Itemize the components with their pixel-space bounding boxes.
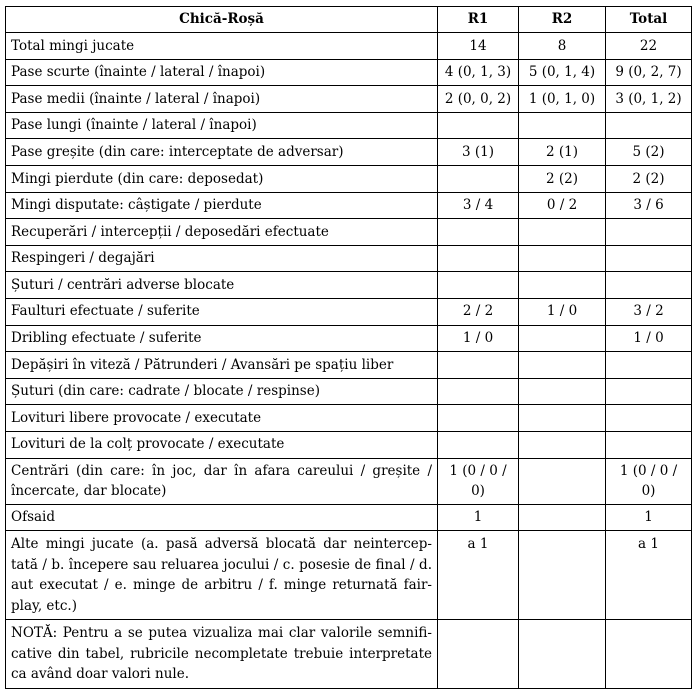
row-total: 1 / 0: [606, 325, 692, 352]
row-label: Mingi disputate: câștigate / pierdute: [6, 192, 438, 219]
row-r2: [519, 504, 606, 531]
row-label: Pase greșite (din care: interceptate de adversar): [6, 139, 438, 166]
row-r2: [519, 325, 606, 352]
row-label: Mingi pierdute (din care: deposedat): [6, 165, 438, 192]
row-r2: [519, 531, 606, 620]
table-row: [6, 219, 692, 246]
row-r2: 1 / 0: [519, 298, 606, 325]
row-r2: [519, 405, 606, 432]
row-label: Centrări (din care: în joc, dar în afara careului / greșite / încercate, dar blocate): [6, 458, 438, 504]
row-r1: 3 (1): [438, 139, 519, 166]
row-r2: [519, 620, 606, 689]
row-label: Pase medii (înainte / lateral / înapoi): [6, 86, 438, 113]
row-label: Pase lungi (înainte / lateral / înapoi): [6, 112, 438, 139]
row-r2: [519, 112, 606, 139]
table-row: [6, 86, 692, 113]
row-total: [606, 219, 692, 246]
row-r2: [519, 431, 606, 458]
table-row: [6, 298, 692, 325]
row-r1: 14: [438, 33, 519, 60]
row-label: Depășiri în viteză / Pătrunderi / Avansări pe spațiu liber: [6, 352, 438, 379]
note-row: [6, 620, 692, 689]
table-row: [6, 504, 692, 531]
row-label: Recuperări / intercepții / deposedări efectuate: [6, 219, 438, 246]
header-r1: R1: [438, 7, 519, 33]
row-r1: [438, 272, 519, 299]
row-r2: 8: [519, 33, 606, 60]
row-total: 1: [606, 504, 692, 531]
match-stats-table: [5, 6, 692, 689]
header-total: Total: [606, 7, 692, 33]
row-total: 1 (0 / 0 / 0): [606, 458, 692, 504]
row-r2: [519, 245, 606, 272]
row-r1: 2 / 2: [438, 298, 519, 325]
table-row: [6, 325, 692, 352]
row-r1: 1 (0 / 0 / 0): [438, 458, 519, 504]
row-label: Șuturi (din care: cadrate / blocate / respinse): [6, 378, 438, 405]
row-r1: [438, 112, 519, 139]
row-label: Dribling efectuate / suferite: [6, 325, 438, 352]
row-total: 9 (0, 2, 7): [606, 59, 692, 86]
row-label: Alte mingi jucate (a. pasă adversă blocată dar neintercep-tată / b. începere sau reluarea jocului / c. posesie de final / d. aut executat / e. minge de arbitru / f. minge returnată fair-play, etc.): [6, 531, 438, 620]
header-team: Chică-Roșă: [6, 7, 438, 33]
row-r1: [438, 378, 519, 405]
row-total: a 1: [606, 531, 692, 620]
row-label: Ofsaid: [6, 504, 438, 531]
row-r2: 5 (0, 1, 4): [519, 59, 606, 86]
row-label: Șuturi / centrări adverse blocate: [6, 272, 438, 299]
row-total: 3 (0, 1, 2): [606, 86, 692, 113]
row-total: [606, 620, 692, 689]
row-total: 3 / 2: [606, 298, 692, 325]
row-r1: [438, 431, 519, 458]
row-total: 3 / 6: [606, 192, 692, 219]
row-r1: 1: [438, 504, 519, 531]
row-total: [606, 245, 692, 272]
row-label: Total mingi jucate: [6, 33, 438, 60]
row-r1: a 1: [438, 531, 519, 620]
row-r2: [519, 378, 606, 405]
table-row: [6, 458, 692, 504]
table-row: [6, 245, 692, 272]
header-row: [6, 7, 692, 33]
table-row: [6, 33, 692, 60]
row-label: Lovituri libere provocate / executate: [6, 405, 438, 432]
row-r1: [438, 245, 519, 272]
table-row: [6, 405, 692, 432]
row-total: [606, 112, 692, 139]
row-total: [606, 272, 692, 299]
row-r1: [438, 219, 519, 246]
table-row: [6, 192, 692, 219]
row-r2: [519, 458, 606, 504]
row-total: 22: [606, 33, 692, 60]
row-total: [606, 378, 692, 405]
row-r1: [438, 405, 519, 432]
row-r1: 2 (0, 0, 2): [438, 86, 519, 113]
row-total: [606, 405, 692, 432]
row-r2: [519, 352, 606, 379]
header-r2: R2: [519, 7, 606, 33]
row-r1: [438, 165, 519, 192]
table-row: [6, 352, 692, 379]
row-r2: [519, 272, 606, 299]
row-r2: 0 / 2: [519, 192, 606, 219]
row-total: [606, 431, 692, 458]
row-total: 5 (2): [606, 139, 692, 166]
row-r2: [519, 219, 606, 246]
row-label: Respingeri / degajări: [6, 245, 438, 272]
table-row: [6, 378, 692, 405]
row-r1: 1 / 0: [438, 325, 519, 352]
row-r2: 2 (2): [519, 165, 606, 192]
row-total: 2 (2): [606, 165, 692, 192]
row-total: [606, 352, 692, 379]
table-row: [6, 431, 692, 458]
row-label: Pase scurte (înainte / lateral / înapoi): [6, 59, 438, 86]
table-row: [6, 112, 692, 139]
table-row: [6, 531, 692, 620]
note-text: NOTĂ: Pentru a se putea vizualiza mai clar valorile semnifi-cative din tabel, rubricile necompletate trebuie interpretate ca având doar valori nule.: [6, 620, 438, 689]
table-row: [6, 272, 692, 299]
row-r1: 3 / 4: [438, 192, 519, 219]
row-r1: [438, 620, 519, 689]
table-row: [6, 165, 692, 192]
row-r2: 1 (0, 1, 0): [519, 86, 606, 113]
row-label: Faulturi efectuate / suferite: [6, 298, 438, 325]
row-r1: [438, 352, 519, 379]
table-row: [6, 59, 692, 86]
row-r2: 2 (1): [519, 139, 606, 166]
row-label: Lovituri de la colț provocate / executate: [6, 431, 438, 458]
table-row: [6, 139, 692, 166]
row-r1: 4 (0, 1, 3): [438, 59, 519, 86]
